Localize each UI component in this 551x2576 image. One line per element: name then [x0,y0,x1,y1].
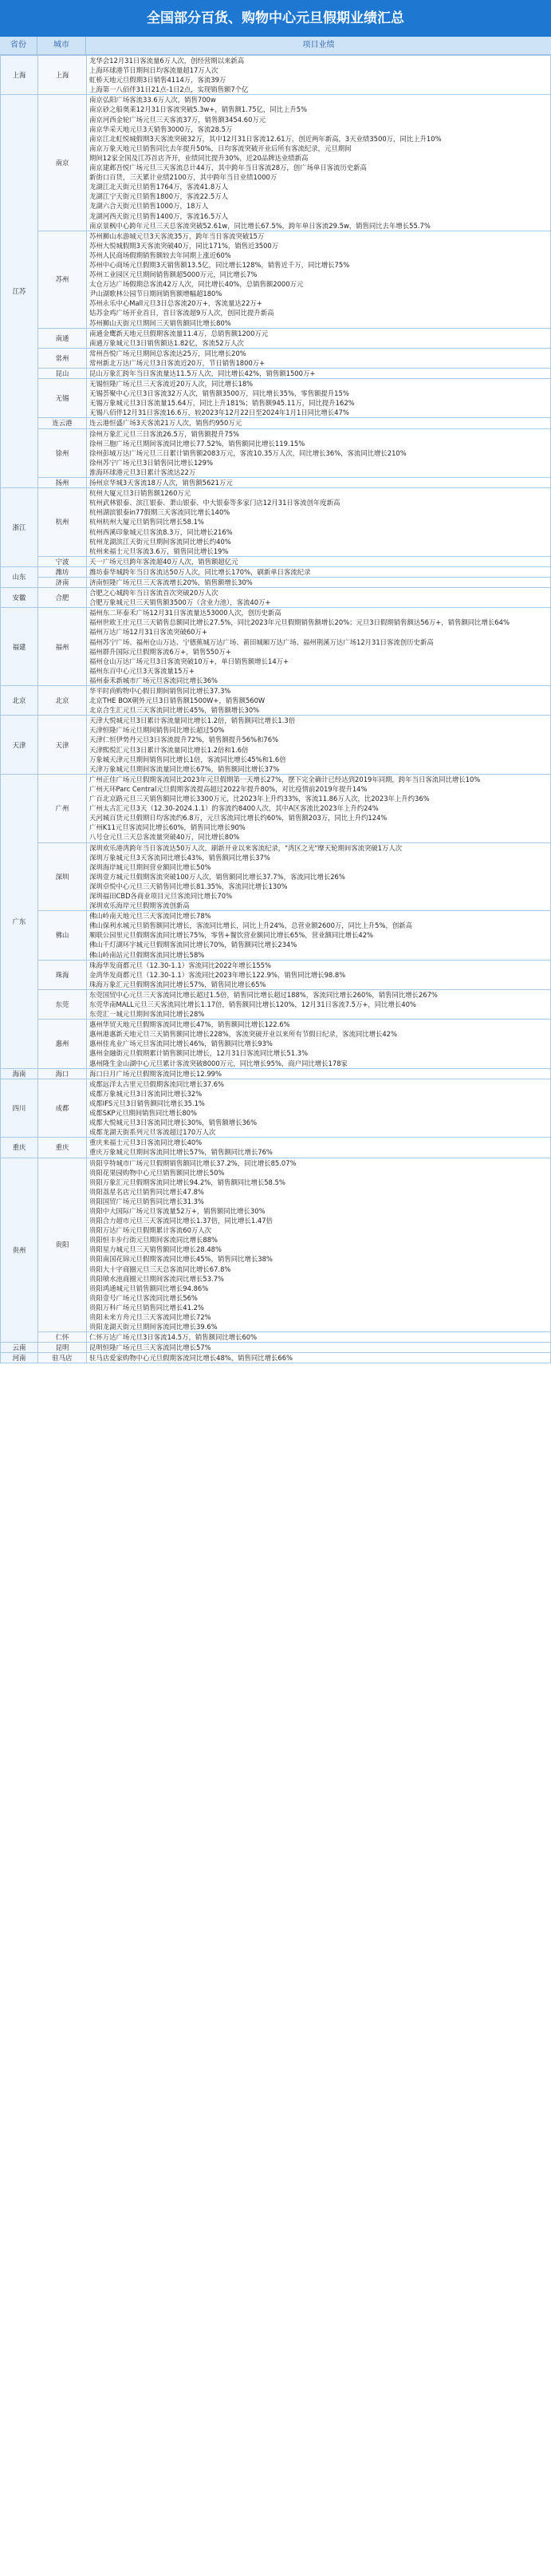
performance-line: 南京江北虹悦城假期3天客流突破32万，其中12月31日客流12.61万，创近两年新高，3天业绩3500万，同比上升10% [89,134,442,143]
performance-cell [87,686,551,716]
performance-line: 龙湖江北天街元旦销售1764万，客流41.8万人 [89,183,228,191]
performance-header: 项目业绩 [302,41,335,49]
table-row [1,428,551,477]
table-row [1,989,551,1019]
performance-line: 虹桥天地元旦假期3日销售4114万，客流39万 [89,76,226,85]
city-cell: 福州 [38,608,87,686]
performance-table [0,55,551,1363]
performance-line: 无锡八佰伴12月31日客流16.6万，较2023年12月22日至2024年1月1日同比增长47% [89,408,349,417]
performance-line: 贵阳万达广场元旦假期累计客流60万人次 [89,1226,212,1235]
performance-line: 杭州来福士元旦客流3.6万，销售同比增长19% [89,546,229,555]
performance-cell [87,95,551,231]
performance-line: 龙湖江宁天街元旦销售1800万，客流22.5万人 [89,192,228,201]
performance-line: 东莞汇一城元旦期间客流同比增长28% [89,1010,205,1019]
performance-line: 广州K11元旦客流同比增长60%，销售同比增长90% [89,823,246,832]
performance-line: 深圳欢乐港湾跨年当日客流达50万人次，刷新开业以来客流纪录，"湾区之光"摩天轮期间客流突破1万人次 [89,843,403,852]
performance-line: 广州正佳广场元旦假期客流同比2023年元旦假期第一天增长27%，摆下完全确计已经达到2019年同期，跨年当日客流同比增长10% [89,775,481,783]
province-cell: 浙江 [1,488,38,567]
performance-line: 杭州杭州大厦元旦销售同比增长58.1% [89,518,204,527]
performance-line: 杭州西溪印象城元旦客流8.3万，同比增长216% [89,527,233,536]
city-cell: 徐州 [38,428,87,477]
table-row [1,686,551,716]
table-row [1,1068,551,1079]
performance-line: 苏州永乐中心Mall元旦3日总客流20万+，客流量达22万+ [89,299,262,308]
performance-cell [87,488,551,557]
performance-line: 贵阳南国花锦元旦假期客流同比增长45%，销售同比增长38% [89,1255,273,1264]
city-cell: 深圳 [38,842,87,911]
performance-cell [87,428,551,477]
performance-line: 惠州隆生金山湖中心元旦累计客流突破8000万元，同比增长95%，商户同比增长178家 [89,1059,348,1067]
table-row [1,369,551,379]
province-cell: 江苏 [1,95,38,488]
performance-line: 淮海环球港元旦3日累计客流达22万 [89,467,196,476]
performance-cell [87,774,551,842]
table-row [1,774,551,842]
performance-line: 重庆来福士元旦3日客流同比增长40% [89,1138,203,1147]
performance-line: 贵阳鸿通城元旦销售额同比增长94.86% [89,1284,209,1292]
performance-line: 东莞国贸中心元旦三天客流同比增长超过1.5倍，销售同比增长超过188%，客流同比增长260%，销售同比增长267% [89,990,438,999]
table-row [1,588,551,608]
performance-cell [87,566,551,577]
performance-line: 惠州佳兆业广场元旦客流同比增长46%，销售额同比增长93% [89,1039,273,1048]
performance-line: 苏州大悦城假期3天客流突破40万，同比171%，销售近3500万 [89,241,279,250]
performance-line: 贵阳荔星名店元旦销售同比增长47.8% [89,1187,204,1196]
province-cell: 云南 [1,1343,38,1353]
table-row [1,478,551,488]
performance-line: 福州苏宁广场、福州仓山万达、宁德蕉城万达广场、莆田城厢万达广场、福州荆溪万达广场12月31日客流创历史新高 [89,637,434,646]
performance-cell [87,1158,551,1332]
city-cell: 济南 [38,577,87,587]
performance-cell [87,842,551,911]
performance-line: 常州新北万达广场元旦3日客流近20万，节日销售1800万+ [89,358,266,367]
city-cell: 贵阳 [38,1158,87,1332]
table-row [1,418,551,428]
province-cell: 上海 [1,56,38,95]
performance-cell [87,608,551,686]
performance-line: 太仓万达广场假期总客流42万人次，同比增长40%，总销售额2000万元 [89,280,304,289]
city-cell: 苏州 [38,231,87,328]
performance-line: 深圳卓悦中心元旦三天销售同比增长81.35%，客流同比增长130% [89,882,288,890]
table-row [1,1332,551,1343]
performance-line: 顺联公园里元旦假期客流同比增长75%，零售+餐饮营业额同比增长65%，营业额同比增长42% [89,931,373,940]
performance-line: 贵阳万象汇元旦假期客流同比增长94.2%，销售额同比增长58.5% [89,1178,285,1186]
performance-line: 天一广场元旦跨年客流超40万人次，销售额超亿元 [89,557,238,566]
performance-line: 天津熙悦汇元旦3日累计客流量同比增长1.2倍和1.6倍 [89,745,249,754]
performance-line: 南通金鹰新天地元旦假期客流量11.4万，总销售额1200万元 [89,329,269,337]
city-cell: 东莞 [38,989,87,1019]
performance-line: 广州天环Parc Central元旦假期客流提高超过2022年提升80%，对比疫情前2019年提升14% [89,784,368,793]
performance-line: 华平时尚购物中心假日期间销售同比增长37.3% [89,687,231,695]
performance-cell [87,348,551,368]
performance-line: 苏州狮山水游城元旦3天客流35万，跨年当日客流突破15万 [89,231,265,240]
performance-line: 天津恒隆广场元旦期间销售同比增长超过50% [89,726,225,735]
performance-cell [87,379,551,418]
table-row [1,1138,551,1158]
performance-line: 姑苏金鸡广场开业首日，首日客流超9万人次，创同比提升新高 [89,309,274,318]
performance-line: 贵阳龙湖天街元旦期间客流同比增长39.6% [89,1323,218,1331]
performance-line: 杭州湖滨银泰in77假期三天客流同比增长140% [89,508,230,517]
city-cell: 惠州 [38,1020,87,1068]
performance-line: 惠州华贸天地元旦假期客流同比增长47%，销售额同比增长122.6% [89,1020,290,1029]
performance-line: 天津大悦城元旦3日累计客流量同比增长1.2倍，销售额同比增长1.3倍 [89,716,296,725]
city-cell: 扬州 [38,478,87,488]
province-cell: 海南 [1,1068,38,1079]
performance-line: 龙湖六合天街元旦销售1000万，18万人 [89,202,209,211]
performance-line: 南京河西金轮广场元旦三天客流37万，销售额3454.60万元 [89,115,266,124]
table-row [1,1158,551,1332]
table-row [1,1353,551,1363]
performance-line: 贵阳合力超市元旦三天客流同比增长1.37倍，同比增长1.47倍 [89,1217,273,1225]
table-row [1,56,551,95]
performance-line: 深圳壹方城元旦假期客流突破100万人次，销售额同比增长37.7%，客流同比增长26% [89,872,345,881]
performance-line: 杭州武林银泰、滨江银泰、萧山银泰、中大银泰等多家门店12月31日客流创年度新高 [89,499,340,507]
city-cell: 佛山 [38,911,87,960]
performance-line: 福州世欧王庄元旦三天销售总额同比增长27.5%，同比2023年元旦假期销售额增长20%；元旦3日假期销售额达56万+，销售额同比增长64% [89,618,510,627]
performance-line: 南京景枫中心跨年元旦三天总客流突破52.61w，同比增长67.5%，跨年单日客流29.5w，销售同比去年增长55.7% [89,221,431,230]
performance-line: 南京万象天地元旦销售同比去年提升50%，日均客流突破开业后所有客流纪录，元旦期间 [89,144,352,152]
performance-line: 徐州三胞广场元旦期间客流同比增长77.52%，销售额同比增长119.15% [89,439,305,448]
city-cell: 广州 [38,774,87,842]
performance-line: 常州吾悦广场元旦期间总客流达25万，同比增长20% [89,349,246,357]
city-cell: 常州 [38,348,87,368]
table-row [1,348,551,368]
performance-line: 佛山岭南站元旦假期客流同比增长58% [89,950,205,959]
province-cell: 北京 [1,686,38,716]
performance-line: 惠州金融街元旦假期累计销售额同比增长，12月31日客流同比增长51.3% [89,1049,309,1058]
city-cell: 昆山 [38,369,87,379]
performance-cell [87,911,551,960]
performance-cell [87,588,551,608]
performance-line: 北京合生汇元旦三天客流同比增长45%，销售额增长30% [89,706,260,715]
performance-line: 龙湖河西天街元旦销售1400万，客流16.5万人 [89,211,228,220]
performance-line: 福州万达广场12月31日客流突破60万+ [89,628,207,637]
performance-line: 成都大悦城元旦3日客流同比增长30%，销售额增长36% [89,1118,258,1127]
performance-line: 佛山岭南天地元旦三天客流同比增长78% [89,912,211,921]
performance-line: 金湾华发商都元旦（12.30-1.1）客流同比2023年增长122.9%，销售同比增长98.8% [89,970,346,979]
performance-line: 福州群升国际元旦假期客流6万+，销售550万+ [89,647,231,656]
province-cell: 河南 [1,1353,38,1363]
province-cell: 贵州 [1,1158,38,1343]
performance-line: 北京THE BOX朝外元旦3日销售额1500W+，销售额560W [89,696,266,705]
city-cell: 驻马店 [38,1353,87,1363]
performance-line: 重庆万象城元旦期间客流同比增长57%，销售额同比增长76% [89,1148,273,1157]
performance-line: 深圳海岸城元旦期间营业额同比增长50% [89,862,211,871]
performance-cell [87,369,551,379]
performance-line: 尹山湖歌林公园节日期间销售额增幅超180% [89,290,222,298]
table-row [1,960,551,989]
performance-cell [87,478,551,488]
performance-line: 昆明恒隆广场元旦三天客流同比增长57% [89,1343,211,1352]
city-cell: 重庆 [38,1138,87,1158]
city-cell: 上海 [38,56,87,95]
performance-line: 合肥之心城跨年当日客流首次突破20万人次 [89,589,218,598]
performance-line: 佛山千灯湖环宇城元旦假期客流同比增长70%，销售额同比增长234% [89,941,297,949]
performance-cell [87,556,551,566]
performance-line: 万象城天津元旦期间销售同比增长1倍，客流同比增长45%和1.6倍 [89,755,286,763]
performance-line: 佛山保利水城元旦销售额同比增长，客流同比增长，同比上升24%，总营业额2600万，同比上升5%，创新高 [89,921,412,930]
performance-line: 成都龙湖天街系列元旦客流超过170万人次 [89,1128,216,1137]
city-header: 城市 [37,37,86,54]
table-row [1,379,551,418]
table-row [1,577,551,587]
performance-cell [87,577,551,587]
performance-line: 南京弘阳广场客流33.6万人次，销售700w [89,96,216,105]
performance-line: 无锡恒隆广场元旦三天客流近20万人次，同比增长18% [89,380,254,389]
table-row [1,842,551,911]
performance-line: 苏州狮山天街元旦期间三天销售额同比增长80% [89,318,231,327]
performance-line: 广百北京路元旦三天销售额同比增长3300万元，比2023年上升约33%，客流11.86万人次，比2023年上升约36% [89,795,430,803]
performance-line: 无锡万象城元旦3日客流量15.64万，同比上升181%；销售额945.11万，同比提升162% [89,399,355,408]
performance-line: 徐州万象汇元旦三日客流26.5万，销售额提升75% [89,429,240,438]
performance-line: 贵阳国贸广场元旦销售同比增长31.3% [89,1197,204,1205]
performance-cell [87,716,551,775]
performance-line: 贵阳未来方舟元旦三天客流同比增长72% [89,1313,211,1321]
performance-line: 济南恒隆广场元旦三天客流增长20%，销售额增长30% [89,578,253,586]
performance-cell [87,56,551,95]
performance-line: 上海第一八佰伴31日21点-1日2点，实现销售额7个亿 [89,85,249,94]
performance-cell [87,1079,551,1138]
performance-line: 南京砂之船奥莱12月31日客流突破5.3w+，销售额1.75亿，同比上升5% [89,105,308,114]
performance-line: 贵阳喷水池商圈元旦期间客流同比增长53.7% [89,1274,224,1283]
performance-line: 龙华会12月31日客流量6万人次，创经营期以来新高 [89,57,245,65]
province-cell: 重庆 [1,1138,38,1158]
city-cell: 成都 [38,1079,87,1138]
performance-line: 昆山万象汇跨年当日客流量达11.5万人次，同比增长42%，销售额1500万+ [89,369,316,377]
table-row [1,488,551,557]
performance-line: 连云港恒盛广场3天客流21万人次，销售约950万元 [89,419,242,428]
performance-cell [87,231,551,328]
performance-line: 福州仓山万达广场元旦3日客流突破10万+，单日销售额增长14万+ [89,657,289,665]
performance-line: 贵阳花果园购物中心元旦销售额同比增长50% [89,1168,225,1177]
performance-cell [87,1353,551,1363]
province-cell: 福建 [1,608,38,686]
performance-line: 深圳万象城元旦3天客流同比增长43%，销售额同比增长37% [89,853,270,862]
performance-line: 杭州龙湖滨江天街元旦期间客流同比增长约40% [89,537,231,546]
province-cell: 天津 [1,716,38,775]
performance-cell [87,328,551,348]
performance-line: 杭州大厦元旦3日销售额1260万元 [89,489,191,498]
city-cell: 无锡 [38,379,87,418]
performance-line: 珠海华发商都元旦（12.30-1.1）客流同比2022年增长155% [89,961,271,969]
performance-line: 南京建邺吾悦广场元旦三天客流总计44万，其中跨年当日客流28万，创广场单日客流历史新高 [89,164,367,172]
city-cell: 天津 [38,716,87,775]
performance-line: 贵阳大十字商圈元旦三天总客流同比增长67.8% [89,1264,231,1273]
performance-line: 成都万象城元旦3日客流同比增长32% [89,1089,203,1098]
performance-line: 徐州苏宁广场元旦3日销售同比增长129% [89,458,213,467]
performance-line: 合肥万象城元旦三天销售额3500万（含业力池），客流40万+ [89,598,271,607]
performance-line: 福州东二环泰禾广场12月31日客流量达53000人次，创历史新高 [89,609,281,617]
report-title: 全国部分百货、购物中心元旦假期业绩汇总 [0,0,551,37]
table-row [1,1079,551,1138]
performance-line: 潍坊泰华城跨年当日客流达50万人次，同比增长170%，刷新单日客流纪录 [89,567,311,576]
performance-line: 深圳欢乐海岸元旦假期客流创新高 [89,901,190,910]
performance-cell [87,1343,551,1353]
performance-line: 东莞华南MALL元旦三天客流同比增长1.17倍，销售额同比增长120%，12月31日客流7.5万+，同比增长40% [89,1000,416,1008]
province-cell: 安徽 [1,588,38,608]
performance-line: 苏州中心商场元旦假期3天销售额13.5亿，同比增长128%，销售近千万，同比增长75% [89,260,350,269]
table-row [1,1020,551,1068]
city-cell: 杭州 [38,488,87,557]
performance-line: 贵阳中大国际广场元旦客流量52万+，销售额同比增长30% [89,1206,266,1215]
performance-line: 扬州京华城3天客流18万人次，销售额5621万元 [89,479,233,487]
performance-line: 福州泰禾新城市广场元旦客流同比增长36% [89,676,218,684]
table-row [1,95,551,231]
performance-line: 成都远洋太古里元旦假期客流同比增长37.6% [89,1079,224,1088]
province-cell: 山东 [1,566,38,587]
performance-line: 深圳福田CBD各商业项目元旦客流同比增长70% [89,891,233,900]
performance-line: 贵阳壹号广场元旦客流同比增长56% [89,1293,198,1302]
table-row [1,566,551,577]
performance-cell [87,418,551,428]
province-cell: 四川 [1,1079,38,1138]
performance-line: 上海环球港节日期间日均客流量超17万人次 [89,66,218,75]
performance-line: 苏州人民商场假期销售额较去年同期上涨近60% [89,250,231,259]
province-cell: 广东 [1,774,38,1068]
city-cell: 昆明 [38,1343,87,1353]
table-row [1,231,551,328]
performance-line: 珠海万象汇元旦假期客流同比增长57%，销售同比增长65% [89,980,266,988]
performance-line: 期间12家全国及江苏首店齐开，业绩同比提升30%，近20品牌达业绩新高 [89,153,309,162]
performance-line: 天津万象城元旦期间客流量同比增长67%，销售额同比增长37% [89,764,280,773]
table-row [1,608,551,686]
city-cell: 潍坊 [38,566,87,577]
performance-line: 八号仓元旦三天总客流量突破40万，同比增长80% [89,833,240,842]
table-row [1,328,551,348]
table-row [1,1343,551,1353]
performance-line: 南通万象城元旦3日销售额达1.82亿，客流52万人次 [89,338,244,347]
performance-line: 贵阳恒丰步行街元旦期间客流同比增长88% [89,1236,218,1245]
city-cell: 海口 [38,1068,87,1079]
city-cell: 连云港 [38,418,87,428]
performance-cell [87,1068,551,1079]
performance-cell [87,1138,551,1158]
performance-cell [87,960,551,989]
performance-line: 无锡荟聚中心元旦3日客流32万人次，销售额3500万，同比增长35%，零售额提升15% [89,389,349,398]
city-cell: 南通 [38,328,87,348]
performance-line: 天津仁恒伊势丹元旦3日客流提升72%，销售额提升56%和76% [89,736,279,744]
city-cell: 南京 [38,95,87,231]
performance-line: 天河城百货元旦假期日均客流约6.8万，元旦客流同比增长约60%，销售额203万，同比上升约124% [89,814,388,823]
city-cell: 仁怀 [38,1332,87,1343]
performance-line: 成都SKP元旦期间销售同比增长80% [89,1109,197,1118]
performance-cell [87,989,551,1019]
city-cell: 合肥 [38,588,87,608]
performance-line: 新街口百货，三天累计业绩2100万，其中跨年当日业绩1000万 [89,173,277,182]
performance-line: 仁怀万达广场元旦3日客流14.5万，销售额同比增长60% [89,1333,258,1342]
performance-line: 惠州港惠新天地元旦三天销售额同比增长228%，客流突破开业以来所有节假日纪录，客流同比增长42% [89,1030,397,1039]
performance-line: 南京华采天地元旦3天销售3000万，客流28.5万 [89,124,233,133]
province-header: 省份 [0,37,37,54]
performance-line: 贵阳星力城元旦三天销售额同比增长28.48% [89,1245,222,1254]
performance-line: 成都IFS元旦3日销售额同比增长35.1% [89,1099,205,1107]
performance-line: 徐州彭城万达广场元旦三日累计销售额2083万元，客流10.35万人次，同比增长36%，客流同比增长210% [89,448,407,457]
performance-line: 广州太古汇元旦3天（12.30-2024.1.1）的客流约8400人次，其中A区客流比2023年上升约24% [89,804,379,813]
performance-line: 驻马店爱家购物中心元旦假期客流同比增长48%，销售同比增长66% [89,1354,293,1363]
table-row [1,716,551,775]
table-row [1,911,551,960]
performance-line: 苏州工业园区元旦期间销售额超5000万元，同比增长7% [89,270,258,279]
table-header [0,37,551,55]
performance-line: 贵阳亨特城市广场元旦假期销售额同比增长37.2%，同比增长85.07% [89,1158,297,1167]
performance-line: 福州东百中心元旦3天客流量15万+ [89,666,195,675]
city-cell: 珠海 [38,960,87,989]
performance-cell [87,1020,551,1068]
performance-line: 海口日月广场元旦假期客流同比增长12.99% [89,1069,222,1078]
performance-line: 贵阳万科广场元旦销售同比增长41.2% [89,1303,204,1312]
performance-cell [87,1332,551,1343]
city-cell: 宁波 [38,556,87,566]
city-cell: 北京 [38,686,87,716]
table-row [1,556,551,566]
